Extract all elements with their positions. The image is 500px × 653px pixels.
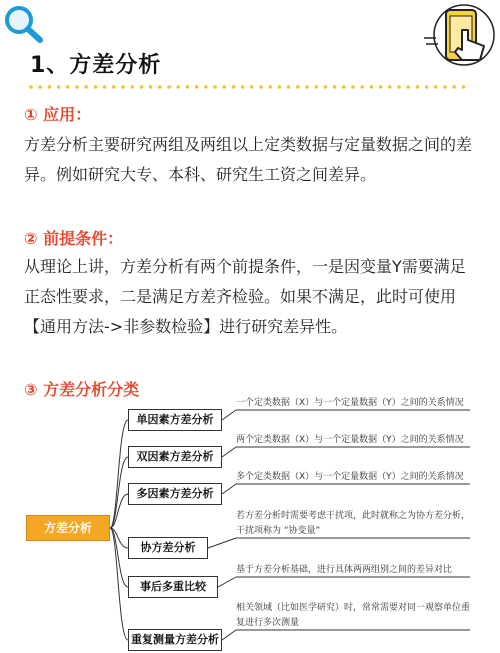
section-heading-application: ① 应用： xyxy=(24,105,92,124)
divider-dot xyxy=(434,85,438,89)
divider-dot xyxy=(121,85,125,89)
divider-dot xyxy=(48,85,52,89)
divider-dot xyxy=(425,85,429,89)
divider-dot xyxy=(66,85,70,89)
divider-dot xyxy=(241,85,245,89)
divider-dot xyxy=(29,85,33,89)
text-line: 从理论上讲，方差分析有两个前提条件，一是因变量Y需要满足 xyxy=(24,257,466,276)
divider-dot xyxy=(287,85,291,89)
divider-dot xyxy=(167,85,171,89)
mindmap-branch-repeated-measures: 重复测量方差分析 xyxy=(128,629,222,651)
mindmap-desc-two-way xyxy=(236,433,464,448)
divider-dot xyxy=(360,85,364,89)
divider-dot xyxy=(57,85,61,89)
divider-dot xyxy=(103,85,107,89)
mindmap-branch-ancova: 协方差分析 xyxy=(128,537,208,559)
divider-dot xyxy=(351,85,355,89)
divider-dot xyxy=(213,85,217,89)
search-icon xyxy=(2,4,46,44)
desc-line: 一个定类数据（X）与一个定量数据（Y）之间的关系情况 xyxy=(236,398,464,408)
divider-dot xyxy=(250,85,254,89)
divider-dot xyxy=(158,85,162,89)
desc-line: 多个定类数据（X）与一个定量数据（Y）之间的关系情况 xyxy=(236,472,464,482)
text-line: 方差分析主要研究两组及两组以上定类数据与定量数据之间的差 xyxy=(24,135,473,154)
mindmap-branch-two-way: 双因素方差分析 xyxy=(128,446,222,468)
section-text-prerequisites xyxy=(24,252,482,342)
section-heading-classification: ③ 方差分析分类 xyxy=(24,380,140,399)
divider-dot xyxy=(443,85,447,89)
dot-divider xyxy=(28,84,468,90)
desc-line: 基于方差分析基础，进行具体两两组别之间的差异对比 xyxy=(236,565,453,575)
mindmap-desc-post-hoc xyxy=(236,563,452,578)
mindmap-desc-multi-way xyxy=(236,470,464,485)
section-text-application xyxy=(24,130,482,190)
divider-dot xyxy=(397,85,401,89)
section-heading-prerequisites: ② 前提条件： xyxy=(24,229,124,248)
divider-dot xyxy=(176,85,180,89)
divider-dot xyxy=(342,85,346,89)
divider-dot xyxy=(38,85,42,89)
mindmap-desc-one-way xyxy=(236,396,464,411)
divider-dot xyxy=(324,85,328,89)
divider-dot xyxy=(149,85,153,89)
desc-line: 两个定类数据（X）与一个定量数据（Y）之间的关系情况 xyxy=(236,435,464,445)
divider-dot xyxy=(296,85,300,89)
divider-dot xyxy=(112,85,116,89)
page-title: 1、方差分析 xyxy=(30,53,162,78)
divider-dot xyxy=(130,85,134,89)
divider-dot xyxy=(222,85,226,89)
desc-line: 若方差分析时需要考虑干扰项，此时就称之为协方差分析， xyxy=(236,511,471,521)
mindmap-desc-ancova xyxy=(236,509,470,539)
divider-dot xyxy=(452,85,456,89)
mindmap-root: 方差分析 xyxy=(26,515,110,541)
mindmap-desc-repeated-measures xyxy=(236,601,470,631)
text-line: 正态性要求，二是满足方差齐检验。如果不满足，此时可使用 xyxy=(24,287,457,306)
divider-dot xyxy=(204,85,208,89)
divider-dot xyxy=(379,85,383,89)
phone-touch-icon xyxy=(422,2,498,68)
divider-dot xyxy=(388,85,392,89)
divider-dot xyxy=(278,85,282,89)
divider-dot xyxy=(84,85,88,89)
divider-dot xyxy=(195,85,199,89)
divider-dot xyxy=(259,85,263,89)
divider-dot xyxy=(268,85,272,89)
mindmap-branch-post-hoc: 事后多重比较 xyxy=(128,576,218,598)
divider-dot xyxy=(75,85,79,89)
text-line: 异。例如研究大专、本科、研究生工资之间差异。 xyxy=(24,165,377,184)
divider-dot xyxy=(140,85,144,89)
divider-dot xyxy=(462,85,466,89)
divider-dot xyxy=(305,85,309,89)
divider-dot xyxy=(416,85,420,89)
divider-dot xyxy=(314,85,318,89)
divider-dot xyxy=(370,85,374,89)
mindmap-branch-multi-way: 多因素方差分析 xyxy=(128,483,222,505)
desc-line: 干扰项称为 “协变量” xyxy=(236,526,321,536)
divider-dot xyxy=(232,85,236,89)
divider-dot xyxy=(333,85,337,89)
text-line: 【通用方法->非参数检验】进行研究差异性。 xyxy=(24,317,348,336)
divider-dot xyxy=(94,85,98,89)
divider-dot xyxy=(406,85,410,89)
divider-dot xyxy=(186,85,190,89)
desc-line: 相关领域（比如医学研究）时，常常需要对同一观察单位重 xyxy=(236,603,471,613)
mindmap-branch-one-way: 单因素方差分析 xyxy=(128,409,222,431)
desc-line: 复进行多次测量 xyxy=(236,618,300,628)
